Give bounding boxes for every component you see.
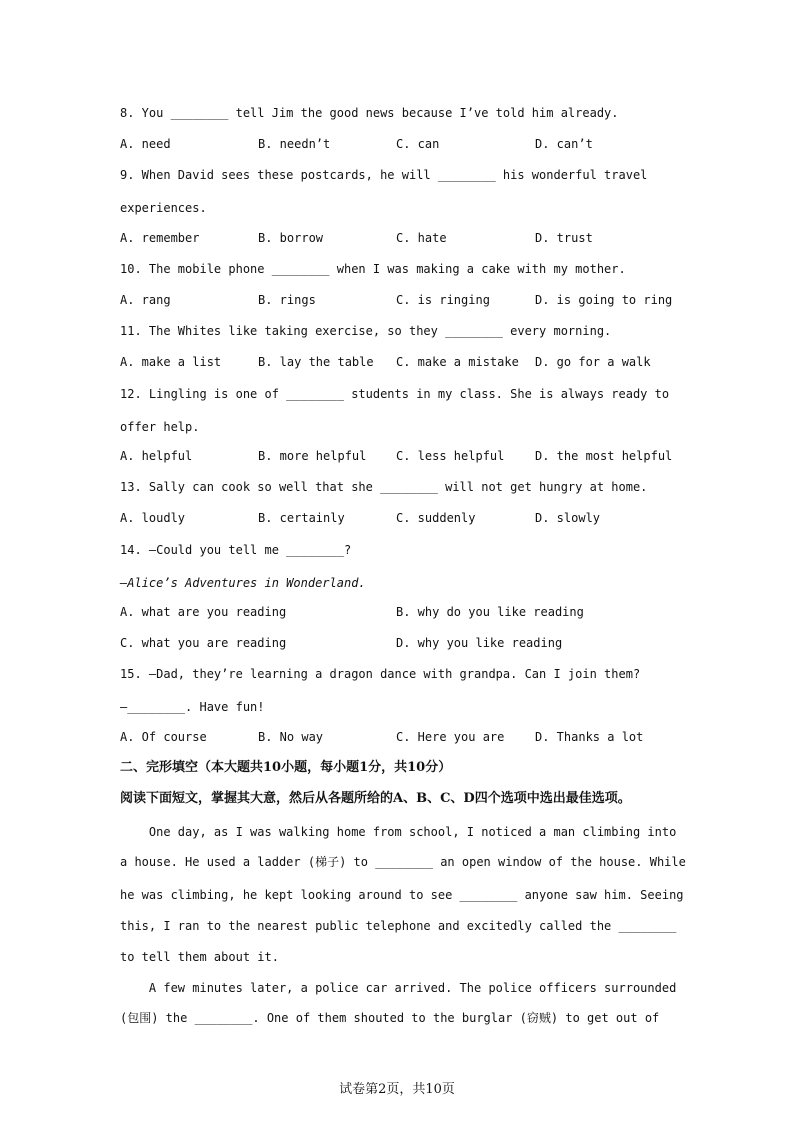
passage-line: this, I ran to the nearest public telephone and excitedly called the ________ [120, 919, 677, 933]
question-8-options [120, 137, 700, 151]
option-b: B. rings [258, 293, 316, 307]
option-d: D. go for a walk [535, 355, 651, 369]
option-c: C. Here you are [396, 730, 505, 744]
option-c: C. less helpful [396, 449, 505, 463]
question-15-answer-line: —________. Have fun! [120, 700, 265, 714]
section-2-title: 二、完形填空（本大题共10小题，每小题1分，共10分） [120, 760, 452, 775]
question-11-text: 11. The Whites like taking exercise, so they ________ every morning. [120, 324, 612, 338]
question-14-answer-line: —Alice’s Adventures in Wonderland. [120, 576, 366, 590]
section-2-instruction: 阅读下面短文，掌握其大意，然后从各题所给的A、B、C、D四个选项中选出最佳选项。 [120, 791, 631, 806]
question-12-text: 12. Lingling is one of ________ students in my class. She is always ready to [120, 387, 670, 401]
question-9-text: 9. When David sees these postcards, he will ________ his wonderful travel [120, 168, 648, 182]
option-d: D. trust [535, 231, 593, 245]
option-c: C. what you are reading [120, 636, 287, 650]
passage-line: to tell them about it. [120, 950, 279, 964]
option-c: C. hate [396, 231, 447, 245]
option-d: D. Thanks a lot [535, 730, 644, 744]
option-b: B. certainly [258, 511, 345, 525]
passage-line: One day, as I was walking home from school, I noticed a man climbing into [120, 825, 677, 839]
passage-line: he was climbing, he kept looking around to see ________ anyone saw him. Seeing [120, 888, 684, 902]
option-a: A. helpful [120, 449, 193, 463]
option-a: A. what are you reading [120, 605, 287, 619]
option-b: B. lay the table [258, 355, 374, 369]
option-d: D. why you like reading [396, 636, 563, 650]
option-a: A. loudly [120, 511, 186, 525]
question-9-options [120, 231, 700, 245]
option-a: A. remember [120, 231, 200, 245]
question-14-options-row2 [120, 636, 700, 650]
passage-line: (包围) the ________. One of them shouted to the burglar (窃贼) to get out of [120, 1011, 660, 1025]
option-b: B. borrow [258, 231, 324, 245]
question-8-text: 8. You ________ tell Jim the good news because I’ve told him already. [120, 106, 619, 120]
question-14-text: 14. —Could you tell me ________? [120, 543, 352, 557]
passage-line: A few minutes later, a police car arrived. The police officers surrounded [120, 981, 677, 995]
option-c: C. is ringing [396, 293, 490, 307]
question-15-options [120, 730, 700, 744]
option-d: D. can’t [535, 137, 593, 151]
option-a: A. Of course [120, 730, 207, 744]
question-10-options [120, 293, 700, 307]
option-b: B. needn’t [258, 137, 331, 151]
question-13-options [120, 511, 700, 525]
question-12-options [120, 449, 700, 463]
question-10-text: 10. The mobile phone ________ when I was making a cake with my mother. [120, 262, 626, 276]
question-9-text-cont: experiences. [120, 201, 207, 215]
option-b: B. more helpful [258, 449, 367, 463]
passage-line: a house. He used a ladder (梯子) to ________ an open window of the house. While [120, 855, 686, 869]
option-a: A. rang [120, 293, 171, 307]
option-c: C. make a mistake [396, 355, 519, 369]
option-b: B. No way [258, 730, 324, 744]
option-c: C. suddenly [396, 511, 476, 525]
page-footer: 试卷第2页，共10页 [339, 1082, 455, 1097]
question-13-text: 13. Sally can cook so well that she ________ will not get hungry at home. [120, 480, 648, 494]
option-a: A. make a list [120, 355, 222, 369]
option-d: D. slowly [535, 511, 601, 525]
question-11-options [120, 355, 700, 369]
question-14-options-row1 [120, 605, 700, 619]
option-d: D. is going to ring [535, 293, 673, 307]
question-15-text: 15. —Dad, they’re learning a dragon dance with grandpa. Can I join them? [120, 667, 641, 681]
option-a: A. need [120, 137, 171, 151]
option-d: D. the most helpful [535, 449, 673, 463]
option-b: B. why do you like reading [396, 605, 584, 619]
question-12-text-cont: offer help. [120, 420, 200, 434]
option-c: C. can [396, 137, 440, 151]
